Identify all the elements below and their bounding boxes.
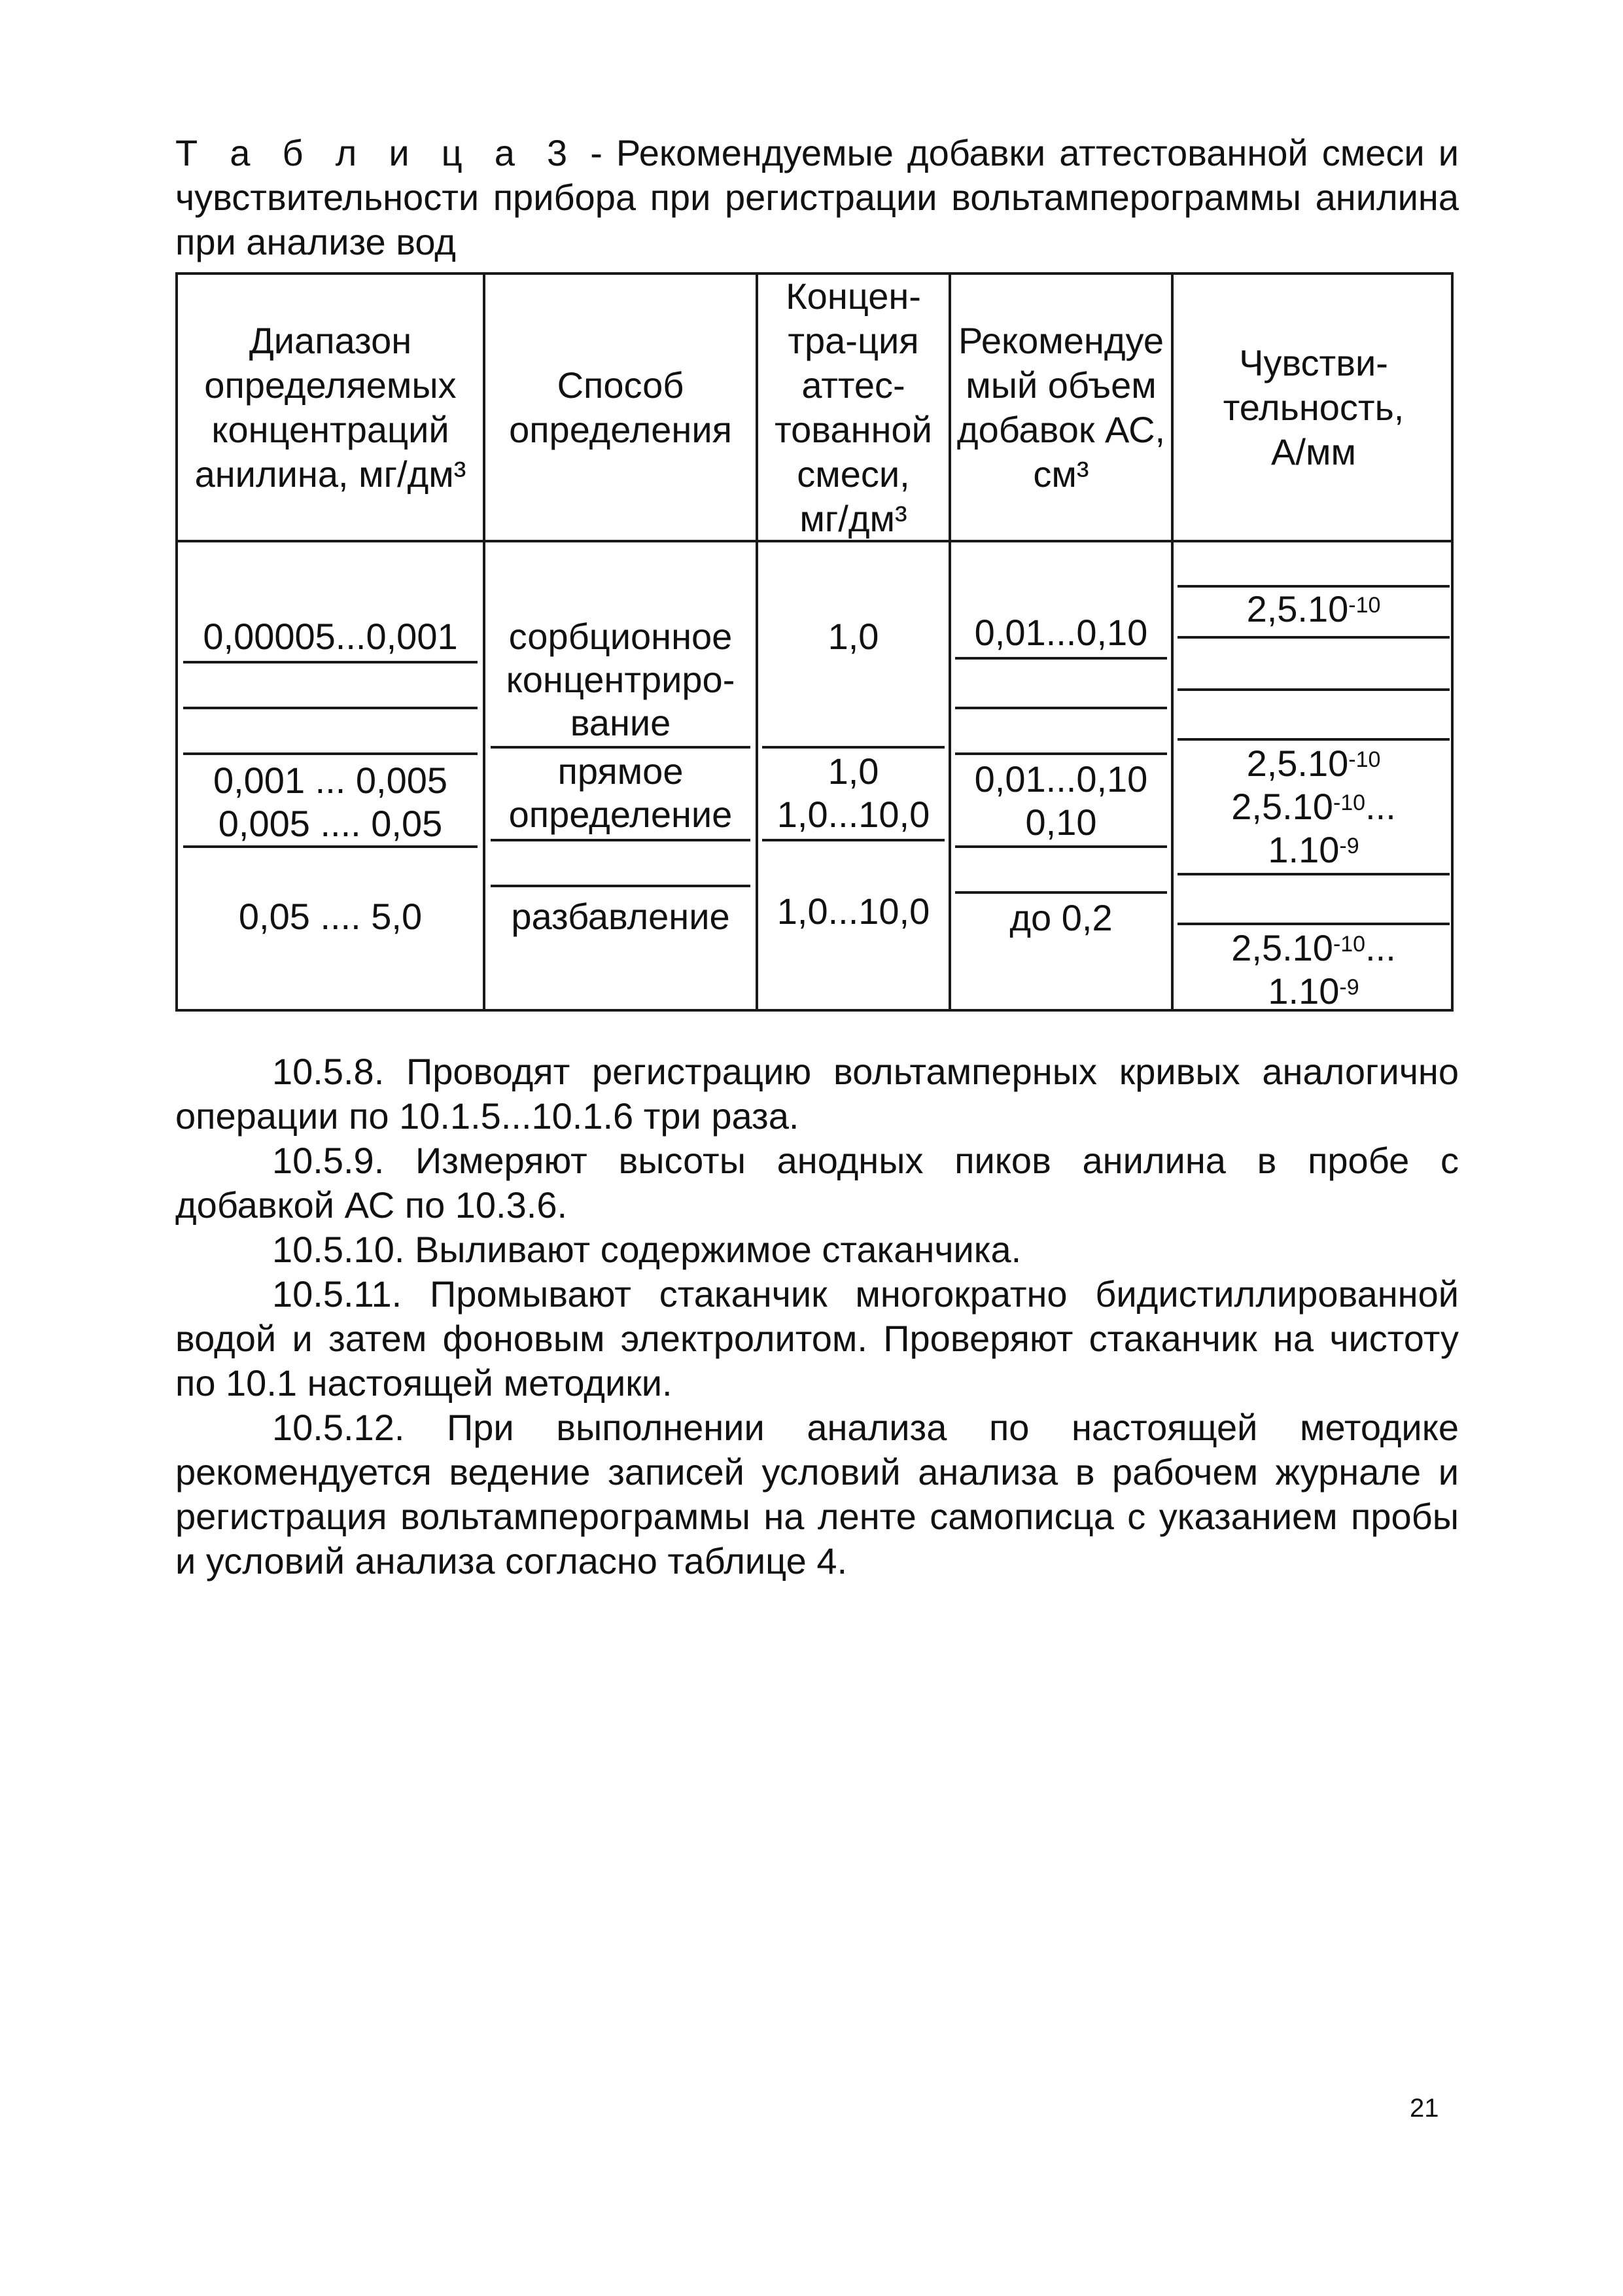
table-caption (175, 131, 1459, 264)
row-underline (183, 661, 478, 663)
table-caption-label: Т а б л и ц а 3 (175, 132, 577, 173)
cell-sensitivity: $1.10^{-9}$ (1268, 829, 1359, 870)
header-line: Чувстви- (1239, 342, 1388, 383)
header-sensitivity (1174, 275, 1454, 540)
header-line: Способ (557, 364, 684, 406)
header-line: тованной (775, 408, 932, 450)
paragraph-10-5-10: 10.5.10. Выливают содержимое стаканчика. (272, 1229, 1022, 1270)
additives-table (175, 272, 1454, 1012)
row-underline (762, 839, 945, 841)
header-line: определения (509, 408, 732, 450)
header-line: аттес- (801, 364, 905, 406)
cell-sensitivity: $2,5.10^{-10}$ (1246, 743, 1381, 784)
cell-concentration: 1,0 (828, 751, 879, 792)
cell-method: определение (508, 794, 733, 835)
row-underline (1178, 738, 1450, 741)
cell-concentration: 1,0 (828, 616, 879, 657)
cell-concentration: 1,0...10,0 (777, 891, 930, 932)
header-line: Рекомендуе (958, 319, 1164, 361)
cell-sensitivity: $2,5.10^{-10}$ (1246, 588, 1381, 629)
cell-range: 0,001 ... 0,005 (213, 760, 448, 801)
header-line: смеси, (797, 453, 910, 495)
header-line: добавок АС, (956, 408, 1166, 450)
cell-volume: 0,01...0,10 (974, 758, 1148, 800)
cell-method: сорбционное (508, 616, 733, 657)
cell-method: прямое (557, 751, 684, 792)
header-line: анилина, мг/дм³ (194, 453, 466, 495)
row-underline (1178, 923, 1450, 925)
row-underline (1178, 873, 1450, 875)
cell-method: вание (570, 702, 671, 743)
header-line: А/мм (1271, 431, 1356, 472)
header-concentration (758, 275, 949, 540)
row-underline (183, 845, 478, 848)
header-line: тра-ция (788, 319, 919, 361)
table-caption-text: - Рекомендуемые добавки аттестованной смеси и чувствительности прибора при регистрации вольтамперограммы анилина при анализе вод (175, 132, 1459, 262)
row-underline (955, 752, 1167, 755)
row-underline (491, 885, 750, 887)
header-line: см³ (1033, 453, 1089, 495)
row-underline (955, 657, 1167, 660)
cell-volume: до 0,2 (1009, 897, 1113, 938)
header-line: Концен- (786, 275, 921, 317)
page-number: 21 (1410, 2094, 1439, 2123)
cell-sensitivity: $2,5.10^{-10}$... (1231, 927, 1396, 968)
cell-volume: 0,01...0,10 (974, 612, 1148, 653)
row-underline (1178, 636, 1450, 639)
cell-method: разбавление (511, 896, 730, 937)
header-line: определяемых (204, 364, 457, 406)
header-line: мый объем (966, 364, 1157, 406)
cell-range: 0,00005...0,001 (203, 616, 458, 657)
row-underline (491, 839, 750, 841)
cell-volume: 0,10 (1025, 802, 1097, 843)
header-range (178, 275, 483, 540)
header-line: концентраций (211, 408, 449, 450)
header-line: тельность, (1223, 386, 1405, 428)
paragraph-10-5-11: 10.5.11. Промывают стаканчик многократно бидистиллированной водой и затем фоновым электролитом. Проверяют стаканчик на чистоту по 10.1 настоящей методики. (175, 1273, 1459, 1404)
header-method (485, 275, 756, 540)
row-underline (955, 891, 1167, 894)
row-underline (183, 707, 478, 709)
row-underline (762, 746, 945, 749)
paragraph-10-5-9: 10.5.9. Измеряют высоты анодных пиков анилина в пробе с добавкой АС по 10.3.6. (175, 1140, 1459, 1226)
header-line: Диапазон (249, 319, 412, 361)
row-underline (955, 707, 1167, 709)
paragraph-10-5-12: 10.5.12. При выполнении анализа по настоящей методике рекомендуется ведение записей условий анализа в рабочем журнале и регистрация вольтамперограммы на ленте самописца с указанием пробы и условий анализа согласно таблице 4. (175, 1407, 1459, 1581)
cell-range: 0,005 .... 0,05 (218, 803, 443, 844)
cell-method: концентриро- (506, 659, 735, 700)
row-underline (1178, 688, 1450, 691)
cell-concentration: 1,0...10,0 (777, 794, 930, 835)
cell-range: 0,05 .... 5,0 (238, 896, 423, 937)
row-underline (183, 752, 478, 755)
row-underline (955, 845, 1167, 848)
cell-sensitivity: $2,5.10^{-10}$... (1231, 786, 1396, 827)
cell-sensitivity: $1.10^{-9}$ (1268, 970, 1359, 1012)
row-underline (491, 746, 750, 749)
header-volume (951, 275, 1171, 540)
header-line: мг/дм³ (799, 497, 907, 539)
paragraph-10-5-8: 10.5.8. Проводят регистрацию вольтамперных кривых аналогично операции по 10.1.5...10.1.6 три раза. (175, 1051, 1459, 1137)
